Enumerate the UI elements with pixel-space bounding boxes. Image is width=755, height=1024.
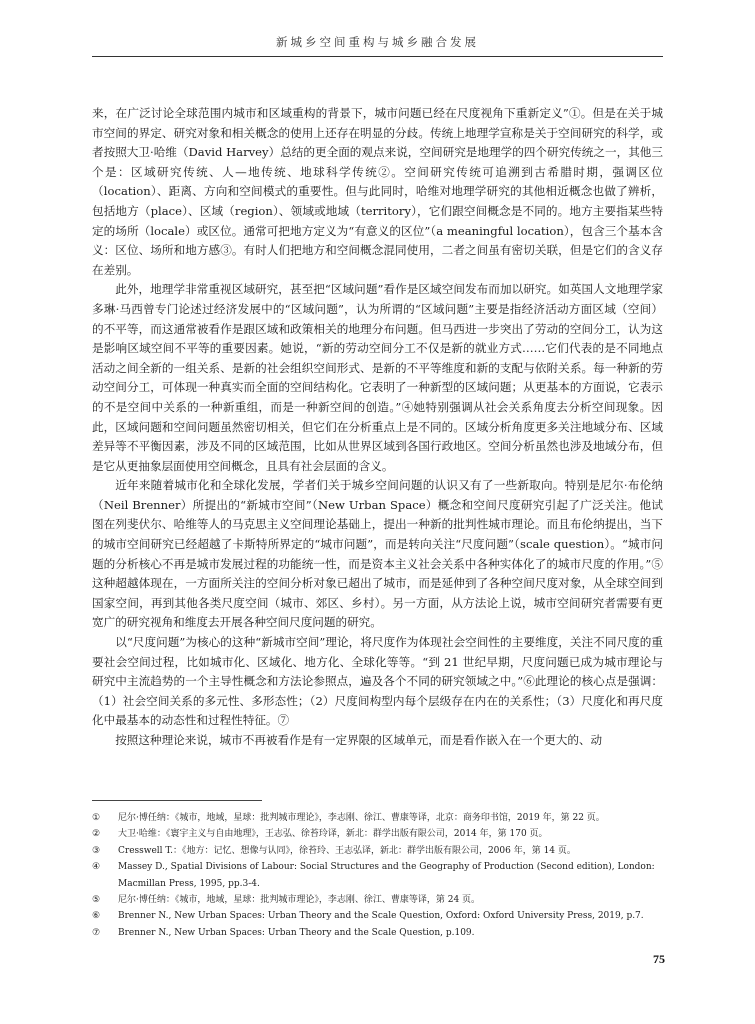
footnote	[92, 908, 663, 924]
footnote-text: Brenner N., New Urban Spaces: Urban Theory and the Scale Question, Oxford: Oxford University Press, 2019, p.7.	[118, 911, 644, 922]
page-number: 75	[653, 952, 665, 966]
footnote	[92, 892, 663, 908]
running-head-title: 新城乡空间重构与城乡融合发展	[276, 35, 479, 49]
paragraph-continued: 来，在广泛讨论全球范围内城市和区域重构的背景下，城市问题已经在尺度视角下重新定义”①。但是在关于城市空间的界定、研究对象和相关概念的使用上还存在明显的分歧。传统上地理学宣称是关于空间研究的科学，或者按照大卫·哈维（David Harvey）总结的更全面的观点来说，空间研究是地理学的四个研究传统之一，其他三个是：区域研究传统、人—地传统、地球科学传统②。空间研究传统可追溯到古希腊时期，强调区位（location）、距离、方向和空间模式的重要性。但与此同时，哈维对地理学研究的其他相近概念也做了辨析，包括地方（place）、区域（region）、领域或地域（territory），它们跟空间概念是不同的。地方主要指某些特定的场所（locale）或区位。通常可把地方定义为“有意义的区位”（a meaningful location），包含三个基本含义：区位、场所和地方感③。有时人们把地方和空间概念混同使用，二者之间虽有密切关联，但是它们的含义存在差别。	[92, 106, 663, 277]
header-rule	[92, 56, 663, 57]
footnote-number: ②	[92, 829, 101, 840]
footnote	[92, 859, 663, 892]
footnotes	[92, 810, 663, 941]
body-text	[92, 104, 663, 751]
paragraph: 近年来随着城市化和全球化发展，学者们关于城乡空间问题的认识又有了一些新取向。特别是尼尔·布伦纳（Neil Brenner）所提出的“新城市空间”（New Urban Space）概念和空间尺度研究引起了广泛关注。他试图在列斐伏尔、哈维等人的马克思主义空间理论基础上，提出一种新的批判性城市理论。而且布伦纳提出，当下的城市空间研究已经超越了卡斯特所界定的“城市问题”，而是转向关注“尺度问题”（scale question）。“城市问题的分析核心不再是城市发展过程的功能统一性，而是资本主义社会关系中各种实体化了的城市尺度的作用。”⑤这种超越体现在，一方面所关注的空间分析对象已超出了城市，而是延伸到了各种空间尺度对象，从全球空间到国家空间，再到其他各类尺度空间（城市、郊区、乡村）。另一方面，从方法论上说，城市空间研究者需要有更宽广的研究视角和维度去开展各种空间尺度问题的研究。	[92, 478, 663, 630]
paragraph: 按照这种理论来说，城市不再被看作是有一定界限的区域单元，而是看作嵌入在一个更大的、动	[115, 733, 603, 747]
footnote-text: Massey D., Spatial Divisions of Labour: Social Structures and the Geography of Production (Second edition), London: Macmillan Press, 1995, pp.3-4.	[118, 862, 655, 889]
footnote	[92, 843, 663, 859]
footnote-number: ⑦	[92, 927, 101, 938]
footnote-text: 尼尔·博任纳：《城市，地域，星球：批判城市理论》，李志刚、徐江、曹康等译，第 24 页。	[118, 895, 481, 906]
footnote-text: Cresswell T.：《地方：记忆、想像与认同》，徐苔玲、王志弘译，新北：群学出版有限公司，2006 年，第 14 页。	[118, 845, 576, 856]
footnote	[92, 810, 663, 826]
footnote-number: ③	[92, 845, 101, 856]
footnote-text: 大卫·哈维：《寰宇主义与自由地理》，王志弘、徐苔玲译，新北：群学出版有限公司，2014 年，第 170 页。	[118, 829, 548, 840]
footnote-rule	[92, 800, 262, 801]
paragraph: 以“尺度问题”为核心的这种“新城市空间”理论，将尺度作为体现社会空间性的主要维度，关注不同尺度的重要社会空间过程，比如城市化、区域化、地方化、全球化等等。“到 21 世纪早期，尺度问题已成为城市理论与研究中主流趋势的一个主导性概念和方法论参照点，遍及各个不同的研究领域之中。”⑥此理论的核心点是强调：（1）社会空间关系的多元性、多形态性；（2）尺度间构型内每个层级存在内在的关系性；（3）尺度化和再尺度化中最基本的动态性和过程性特征。⑦	[92, 635, 663, 728]
footnote-number: ⑥	[92, 911, 101, 922]
footnote-text: 尼尔·博任纳：《城市，地域，星球：批判城市理论》，李志刚、徐江、曹康等译，北京：商务印书馆，2019 年，第 22 页。	[118, 813, 605, 823]
footnote-text: Brenner N., New Urban Spaces: Urban Theory and the Scale Question, p.109.	[118, 927, 475, 938]
footnote-number: ①	[92, 813, 101, 823]
footnote	[92, 826, 663, 842]
footnote-number: ④	[92, 862, 101, 873]
footnote	[92, 925, 663, 941]
footnote-number: ⑤	[92, 895, 101, 906]
paragraph: 此外，地理学非常重视区域研究，甚至把“区域问题”看作是区域空间发布而加以研究。如英国人文地理学家多琳·马西曾专门论述过经济发展中的“区域问题”，认为所谓的“区域问题”主要是指经济活动方面区域（空间）的不平等，而这通常被看作是跟区域和政策相关的地理分布问题。但马西进一步突出了劳动的空间分工，认为这是影响区域空间不平等的重要因素。她说，“新的劳动空间分工不仅是新的就业方式……它们代表的是不同地点活动之间全新的一组关系、是新的社会组织空间形式、是新的不平等维度和新的支配与依附关系。每一种新的劳动空间分工，可体现一种真实而全面的空间结构化。它表明了一种新型的区域问题；从更基本的方面说，它表示的不是空间中关系的一种新重组，而是一种新空间的创造。”④她特别强调从社会关系角度去分析空间现象。因此，区域问题和空间问题虽然密切相关，但它们在分析重点上是不同的。区域分析角度更多关注地域分布、区域差异等不平衡因素，涉及不同的区域范围，比如从世界区域到各国行政地区。空间分析虽然也涉及地域分布，但是它从更抽象层面使用空间概念，且具有社会层面的含义。	[92, 282, 663, 473]
